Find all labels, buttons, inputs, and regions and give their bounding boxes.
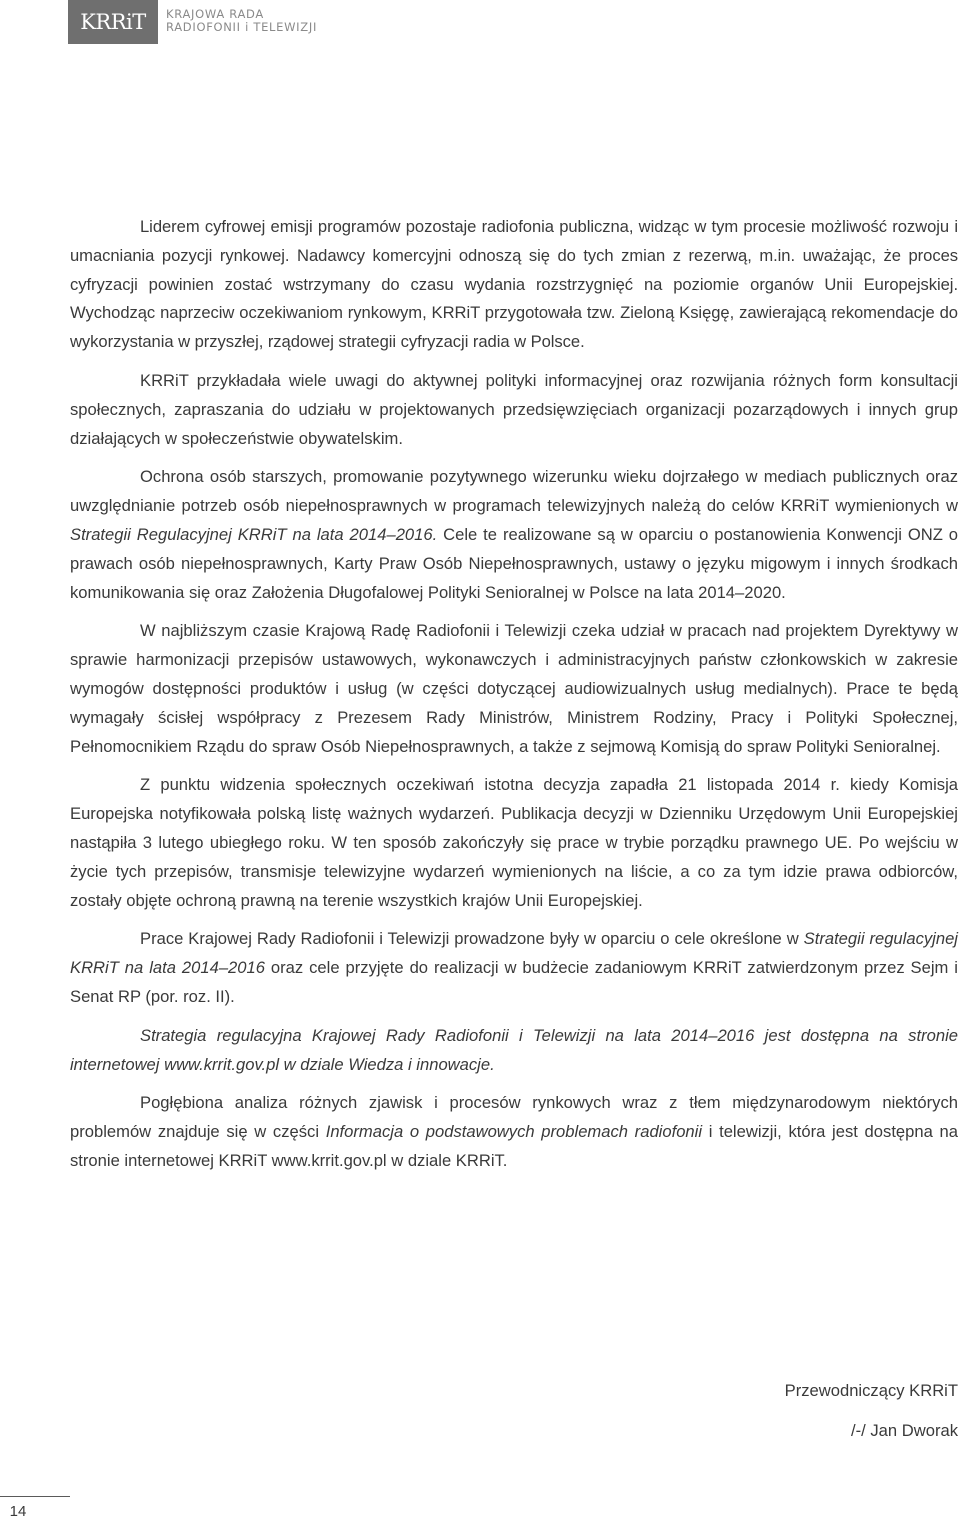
p6-strategy-title: Strategii regulacyjnej KRRiT na lata 2014–2016	[70, 929, 958, 978]
paragraph-seniors-disabled	[70, 463, 958, 607]
p8-text-a: Pogłębiona analiza różnych zjawisk i procesów rynkowych wraz z tłem międzynarodowym niektórych problemów znajduje się w części	[70, 1093, 958, 1142]
page-header	[68, 0, 317, 44]
document-body	[70, 213, 958, 1176]
signature-name: /-/ Jan Dworak	[851, 1421, 958, 1440]
footer-divider	[0, 1496, 70, 1497]
signature-title: Przewodniczący KRRiT	[784, 1381, 958, 1400]
org-line-1: KRAJOWA RADA	[166, 7, 264, 21]
p3-text-b: Cele te realizowane są w oparciu o postanowienia Konwencji ONZ o prawach osób niepełnosprawnych, Karty Praw Osób Niepełnosprawnych, ustawy o języku migowym i innych środkach komunikowania się oraz Założenia Długofalowej Polityki Senioralnej w Polsce na lata 2014–2020.	[70, 524, 958, 602]
logo-text: KRRiT	[80, 10, 146, 34]
paragraph-information-policy: KRRiT przykładała wiele uwagi do aktywnej polityki informacyjnej oraz rozwijania różnych form konsultacji społecznych, zapraszania do udziału w projektowanych przedsięwzięciach organizacji pozarządowych i innych grup działających w społeczeństwie obywatelskim.	[70, 370, 958, 448]
p3-text-a: Ochrona osób starszych, promowanie pozytywnego wizerunku wieku dojrzałego w mediach publicznych oraz uwzględnianie potrzeb osób niepełnosprawnych w programach telewizyjnych należą do celów KRRiT wymienionych w	[70, 467, 958, 516]
p8-text-b: i telewizji, która jest dostępna na stronie internetowej KRRiT www.krrit.gov.pl w dziale KRRiT.	[70, 1122, 958, 1170]
p6-text-a: Prace Krajowej Rady Radiofonii i Telewizji prowadzone były w oparciu o cele określone w	[140, 929, 804, 949]
paragraph-digital-radio: Liderem cyfrowej emisji programów pozostaje radiofonia publiczna, widząc w tym procesie możliwość rozwoju i umacniania pozycji rynkowej. Nadawcy komercyjni odnoszą się do tych zmian z rezerwą, m.in. uważając, że proces cyfryzacji powinien zostać wstrzymany do czasu wydania rozstrzygnięć na poziomie organów Unii Europejskiej. Wychodząc naprzeciw oczekiwaniom rynkowym, KRRiT przygotowała tzw. Zieloną Księgę, zawierającą rekomendacje do wykorzystania w przyszłej, rządowej strategii cyfryzacji radia w Polsce.	[70, 217, 958, 352]
org-line-2: RADIOFONII i TELEWIZJI	[166, 20, 318, 34]
organization-name	[166, 0, 317, 44]
p7-italic-note: Strategia regulacyjna Krajowej Rady Radiofonii i Telewizji na lata 2014–2016 jest dostępna na stronie internetowej www.krrit.gov.pl w dziale Wiedza i innowacje.	[70, 1025, 958, 1074]
paragraph-market-analysis	[70, 1089, 958, 1175]
paragraph-strategy-goals	[70, 925, 958, 1011]
p8-report-title: Informacja o podstawowych problemach radiofonii	[325, 1122, 703, 1142]
paragraph-directive-work: W najbliższym czasie Krajową Radę Radiofonii i Telewizji czeka udział w pracach nad projektem Dyrektywy w sprawie harmonizacji przepisów ustawowych, wykonawczych i administracyjnych państw członkowskich w zakresie wymogów dostępności produktów i usług (w części dotyczącej audiowizualnych usług medialnych). Prace te będą wymagały ścisłej współpracy z Prezesem Rady Ministrów, Ministrem Rodziny, Pracy i Polityki Społecznej, Pełnomocnikiem Rządu do spraw Osób Niepełnosprawnych, a także z sejmową Komisją do spraw Polityki Senioralnej.	[70, 621, 958, 756]
krrit-logo	[68, 0, 158, 44]
page-number: 14	[9, 1503, 27, 1520]
paragraph-important-events: Z punktu widzenia społecznych oczekiwań istotna decyzja zapadła 21 listopada 2014 r. kiedy Komisja Europejska notyfikowała polską listę ważnych wydarzeń. Publikacja decyzji w Dzienniku Urzędowym Unii Europejskiej nastąpiła 3 lutego ubiegłego roku. W ten sposób zakończyły się prace w trybie porządku prawnego UE. Po wejściu w życie tych przepisów, transmisje telewizyjne wydarzeń wymienionych na liście, a co za tym idzie prawa odbiorców, zostały objęte ochroną prawną na terenie wszystkich krajów Unii Europejskiej.	[70, 775, 958, 910]
p6-text-b: oraz cele przyjęte do realizacji w budżecie zadaniowym KRRiT zatwierdzonym przez Sejm i Senat RP (por. roz. II).	[70, 958, 958, 1006]
paragraph-strategy-availability	[70, 1022, 958, 1080]
p3-strategy-title: Strategii Regulacyjnej KRRiT na lata 2014–2016.	[70, 524, 438, 544]
